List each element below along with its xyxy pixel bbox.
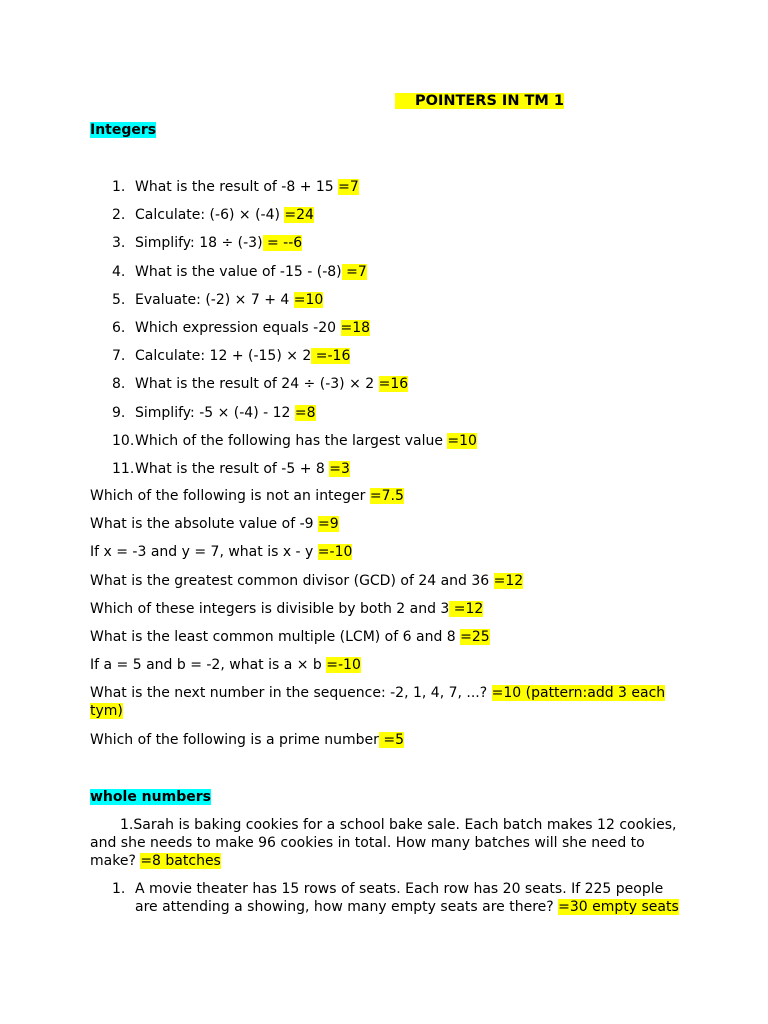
item-number: 6. [112,319,126,336]
answer-highlight: =10 [293,291,324,308]
question-text: Which of the following is a prime number [90,731,379,748]
answer-highlight: =7 [341,263,367,280]
answer-highlight: =12 [449,600,484,617]
answer-highlight: =7.5 [369,488,404,504]
answer-highlight: =10 (pattern:add 3 each tym) [90,685,666,720]
answer-highlight: =12 [493,572,524,589]
list-item [90,460,477,488]
question-paragraph [90,684,680,720]
question-text: What is the next number in the sequence: -2, 1, 4, 7, ...? [90,685,492,702]
item-number: 8. [112,376,126,393]
item-number: 1. [112,179,126,195]
integers-extra-questions [90,487,680,759]
list-item [90,291,477,319]
list-item [90,375,477,403]
answer-highlight: =9 [317,516,339,533]
item-number: 3. [112,235,126,252]
item-number: 1. [112,881,126,897]
section-heading-integers [90,121,156,139]
question-paragraph [90,572,680,590]
list-item [90,206,477,234]
question-text: What is the least common multiple (LCM) of 6 and 8 [90,628,461,645]
answer-highlight: =5 [378,731,405,748]
question-text: What is the absolute value of -9 [90,516,318,533]
question-text: Calculate: (-6) × (-4) [135,207,285,224]
question-text: What is the result of 24 ÷ (-3) × 2 [135,376,379,393]
answer-highlight: =-10 [317,544,353,561]
question-text: Which of the following has the largest value [135,432,448,449]
answer-highlight: =7 [338,179,359,195]
list-item [90,404,477,432]
answer-highlight: =3 [329,460,350,477]
answer-highlight: =-10 [326,657,361,674]
question-paragraph [90,543,680,561]
list-item [90,263,477,291]
answer-highlight: =8 batches [140,853,221,869]
item-number: 5. [112,291,126,308]
item-number: 7. [112,348,126,365]
list-item [90,432,477,460]
answer-highlight: =16 [378,376,409,393]
question-paragraph [90,487,680,505]
question-text: Which of the following is not an integer [90,488,370,504]
item-body [135,880,680,916]
question-paragraph [90,731,680,749]
answer-highlight: =25 [460,628,490,645]
list-item [90,234,477,262]
whole-numbers-heading-text: whole numbers [90,789,211,805]
answer-highlight: =8 [294,404,316,421]
question-text: If x = -3 and y = 7, what is x - y [90,544,318,561]
page-title [395,92,564,110]
question-paragraph [90,628,680,646]
answer-highlight: =10 [447,432,477,449]
question-paragraph [90,515,680,533]
item-number: 9. [112,404,126,421]
question-paragraph [90,656,680,674]
answer-highlight: =18 [340,319,371,336]
list-item [90,347,477,375]
title-text: POINTERS IN TM 1 [415,93,564,109]
item-number: 2. [112,207,126,224]
word-problem-paragraph [90,816,680,870]
section-heading-whole-numbers [90,788,211,806]
question-text: Which of these integers is divisible by both 2 and 3 [90,600,450,617]
question-text: What is the greatest common divisor (GCD) of 24 and 36 [90,572,494,589]
integers-heading-text: Integers [90,122,157,138]
question-text: Evaluate: (-2) × 7 + 4 [135,291,294,308]
item-number: 10. [112,432,135,449]
answer-highlight: =-16 [311,348,351,365]
question-text: Simplify: 18 ÷ (-3) [135,235,263,252]
word-problem-list-item [90,880,680,916]
answer-highlight: =30 empty seats [558,899,679,915]
question-text: Calculate: 12 + (-15) × 2 [135,348,312,365]
item-number: 4. [112,263,126,280]
question-text: What is the result of -5 + 8 [135,460,330,477]
answer-highlight: =24 [284,207,314,224]
question-text: What is the value of -15 - (-8) [135,263,342,280]
answer-highlight: = --6 [262,235,303,252]
question-text: Simplify: -5 × (-4) - 12 [135,404,295,421]
question-paragraph [90,600,680,618]
question-text: 1.Sarah is baking cookies for a school bake sale. Each batch makes 12 cookies, and she needs to make 96 cookies in total. How many batches will she need to make? [90,817,677,869]
question-text: Which expression equals -20 [135,319,341,336]
list-item [90,319,477,347]
title-highlight [395,93,564,109]
question-text: What is the result of -8 + 15 [135,179,339,195]
item-number: 11. [112,460,135,477]
list-item [90,178,477,206]
question-text: If a = 5 and b = -2, what is a × b [90,657,327,674]
integers-numbered-list [90,178,477,488]
question-text: A movie theater has 15 rows of seats. Each row has 20 seats. If 225 people are attending a showing, how many empty seats are there? [135,881,664,915]
